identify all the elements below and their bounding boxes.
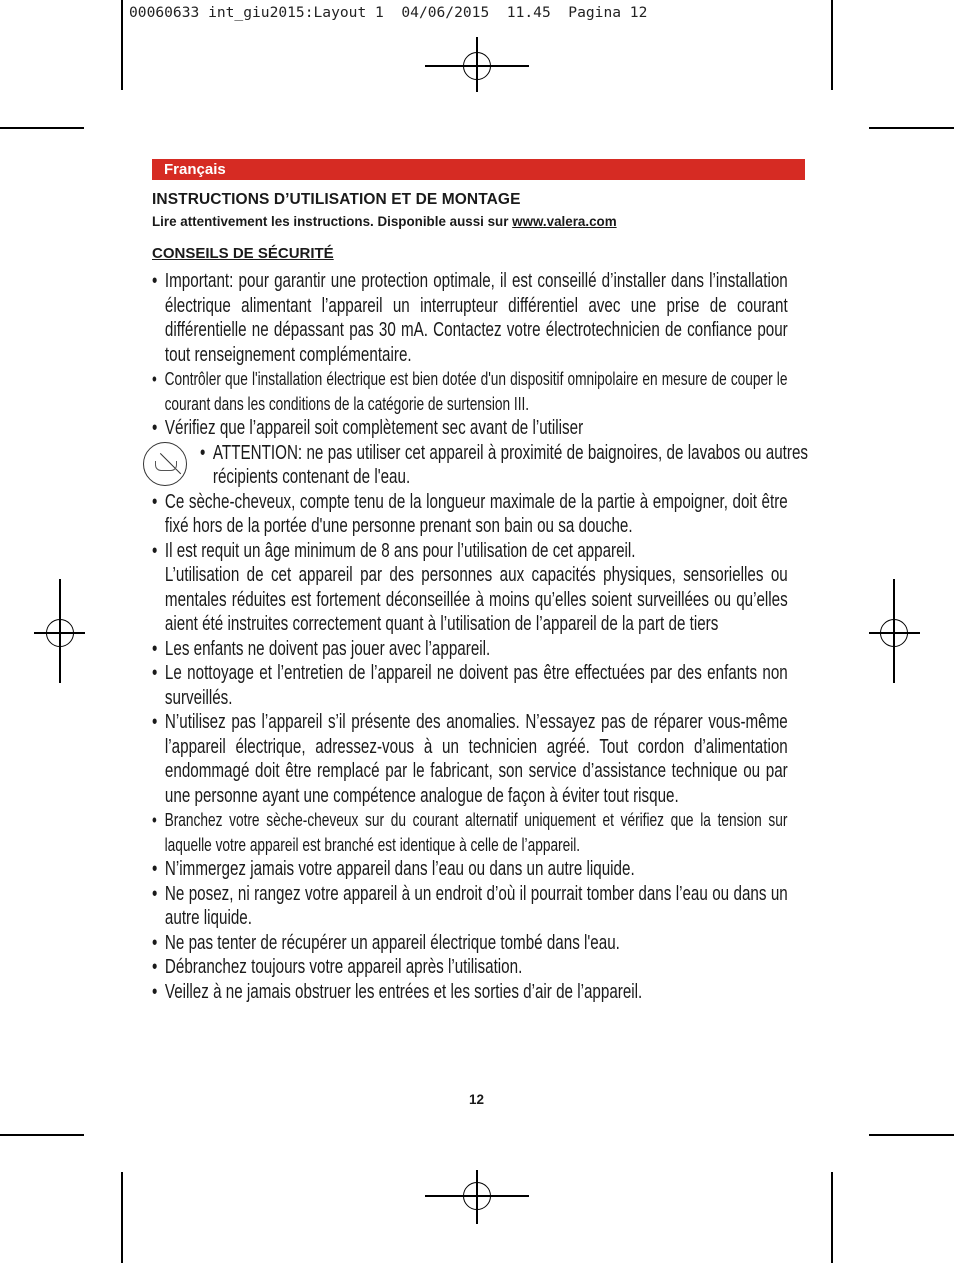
bullet-glyph: •: [152, 956, 158, 978]
bullet-glyph: •: [152, 882, 158, 905]
page-number: 12: [469, 1092, 485, 1107]
list-item: [152, 955, 788, 980]
list-item-text: Ne pas tenter de récupérer un appareil électrique tombé dans l'eau.: [164, 931, 620, 954]
registration-mark-circle: [880, 619, 908, 647]
crop-mark: [869, 1134, 954, 1136]
list-item-text: N’utilisez pas l’appareil s’il présente des anomalies. N’essayez pas de réparer vous-même l’appareil électrique, adressez-vous à un technicien agréé. Tout cordon d’alimentation endommagé doit être remplacé par le fabricant, son service d’assistance technique ou par une personne ayant une compétence analogue de façon à éviter tout risque.: [164, 711, 788, 807]
list-item-text: Important: pour garantir une protection optimale, il est conseillé d’installer dans l’installation électrique alimentant l’appareil un interrupteur différentiel avec une prise de courant différentielle ne dépassant pas 30 mA. Contactez votre électrotechnicien de confiance pour tout renseignement complémentaire.: [164, 270, 788, 366]
list-item: [152, 269, 788, 367]
list-item: [152, 416, 788, 441]
bullet-glyph: •: [152, 858, 158, 880]
bullet-glyph: •: [152, 980, 158, 1003]
list-item: [152, 808, 787, 857]
bullet-glyph: •: [152, 809, 157, 830]
list-item: [152, 661, 788, 710]
registration-mark-circle: [463, 52, 491, 80]
list-item-text: Débranchez toujours votre appareil après l’utilisation.: [164, 956, 523, 978]
list-item: [152, 931, 788, 956]
section-heading: CONSEILS DE SÉCURITÉ: [152, 245, 334, 262]
bullet-glyph: •: [152, 539, 158, 562]
list-item-text: L’utilisation de cet appareil par des personnes aux capacités physiques, sensorielles ou mentales réduites est fortement déconseillée à moins qu’elles soient surveillées ou qu’elles aient été instruites correctement quant à l’utilisation de l’appareil de la part de tiers: [164, 564, 788, 635]
bullet-glyph: •: [152, 637, 158, 660]
crop-mark: [831, 1172, 833, 1263]
list-item-text: Contrôler que l'installation électrique est bien dotée d'un dispositif omnipolaire en mesure de couper le courant dans les conditions de la catégorie de surtension III.: [164, 368, 788, 414]
list-item: [200, 441, 808, 490]
list-item-text: Le nottoyage et l’entretien de l’appareil ne doivent pas être effectuées par des enfants non surveillés.: [164, 662, 788, 709]
no-bathtub-icon: [143, 442, 187, 486]
bullet-glyph: •: [152, 711, 158, 733]
list-item-text: Les enfants ne doivent pas jouer avec l’appareil.: [164, 637, 491, 660]
subtitle: [152, 214, 617, 229]
bullet-glyph: •: [200, 441, 206, 464]
bullet-glyph: •: [152, 931, 158, 954]
list-item-text: N’immergez jamais votre appareil dans l’eau ou dans un autre liquide.: [164, 858, 635, 880]
registration-mark-circle: [463, 1182, 491, 1210]
list-item: [152, 882, 788, 931]
subtitle-text: Lire attentivement les instructions. Disponible aussi sur: [152, 214, 513, 229]
list-item-text: Ce sèche-cheveux, compte tenu de la longueur maximale de la partie à empoigner, doit être fixé hors de la portée d'une personne prenant son bain ou sa douche.: [164, 490, 788, 537]
bullet-glyph: •: [152, 662, 158, 684]
list-item: [152, 637, 788, 662]
crop-mark: [0, 1134, 84, 1136]
list-item-text: Il est requit un âge minimum de 8 ans pour l’utilisation de cet appareil.: [164, 539, 636, 562]
list-item-text: ATTENTION: ne pas utiliser cet appareil à proximité de baignoires, de lavabos ou autres récipients contenant de l'eau.: [212, 441, 809, 488]
website-link[interactable]: www.valera.com: [512, 214, 617, 229]
crop-mark: [0, 127, 84, 129]
list-item: [152, 490, 788, 539]
crop-mark: [831, 0, 833, 90]
bullet-glyph: •: [152, 490, 158, 513]
list-item-text: Branchez votre sèche-cheveux sur du courant alternatif uniquement et vérifiez que la tension sur laquelle votre appareil est branché est identique à celle de l’appareil.: [164, 809, 788, 855]
crop-mark: [121, 1172, 123, 1263]
list-item: [152, 710, 788, 808]
list-item-text: Veillez à ne jamais obstruer les entrées et les sorties d’air de l’appareil.: [164, 980, 643, 1003]
printer-slug: 00060633 int_giu2015:Layout 1 04/06/2015 11.45 Pagina 12: [129, 4, 648, 21]
registration-mark-circle: [46, 619, 74, 647]
crop-mark: [869, 127, 954, 129]
list-item: [152, 980, 788, 1005]
list-item: [152, 539, 788, 564]
list-item-continuation: [152, 563, 788, 637]
list-item-text: Ne posez, ni rangez votre appareil à un endroit d’où il pourrait tomber dans l’eau ou dans un autre liquide.: [164, 882, 788, 929]
bullet-glyph: •: [152, 270, 158, 292]
crop-mark: [121, 0, 123, 90]
bullet-glyph: •: [152, 417, 158, 439]
list-item: [152, 857, 788, 882]
bullet-glyph: •: [152, 368, 157, 389]
language-tab: Français: [152, 159, 805, 180]
list-item: [152, 367, 787, 416]
list-item-text: Vérifiez que l’appareil soit complètement sec avant de l’utiliser: [164, 417, 584, 439]
page-title: INSTRUCTIONS D’UTILISATION ET DE MONTAGE: [152, 191, 521, 208]
